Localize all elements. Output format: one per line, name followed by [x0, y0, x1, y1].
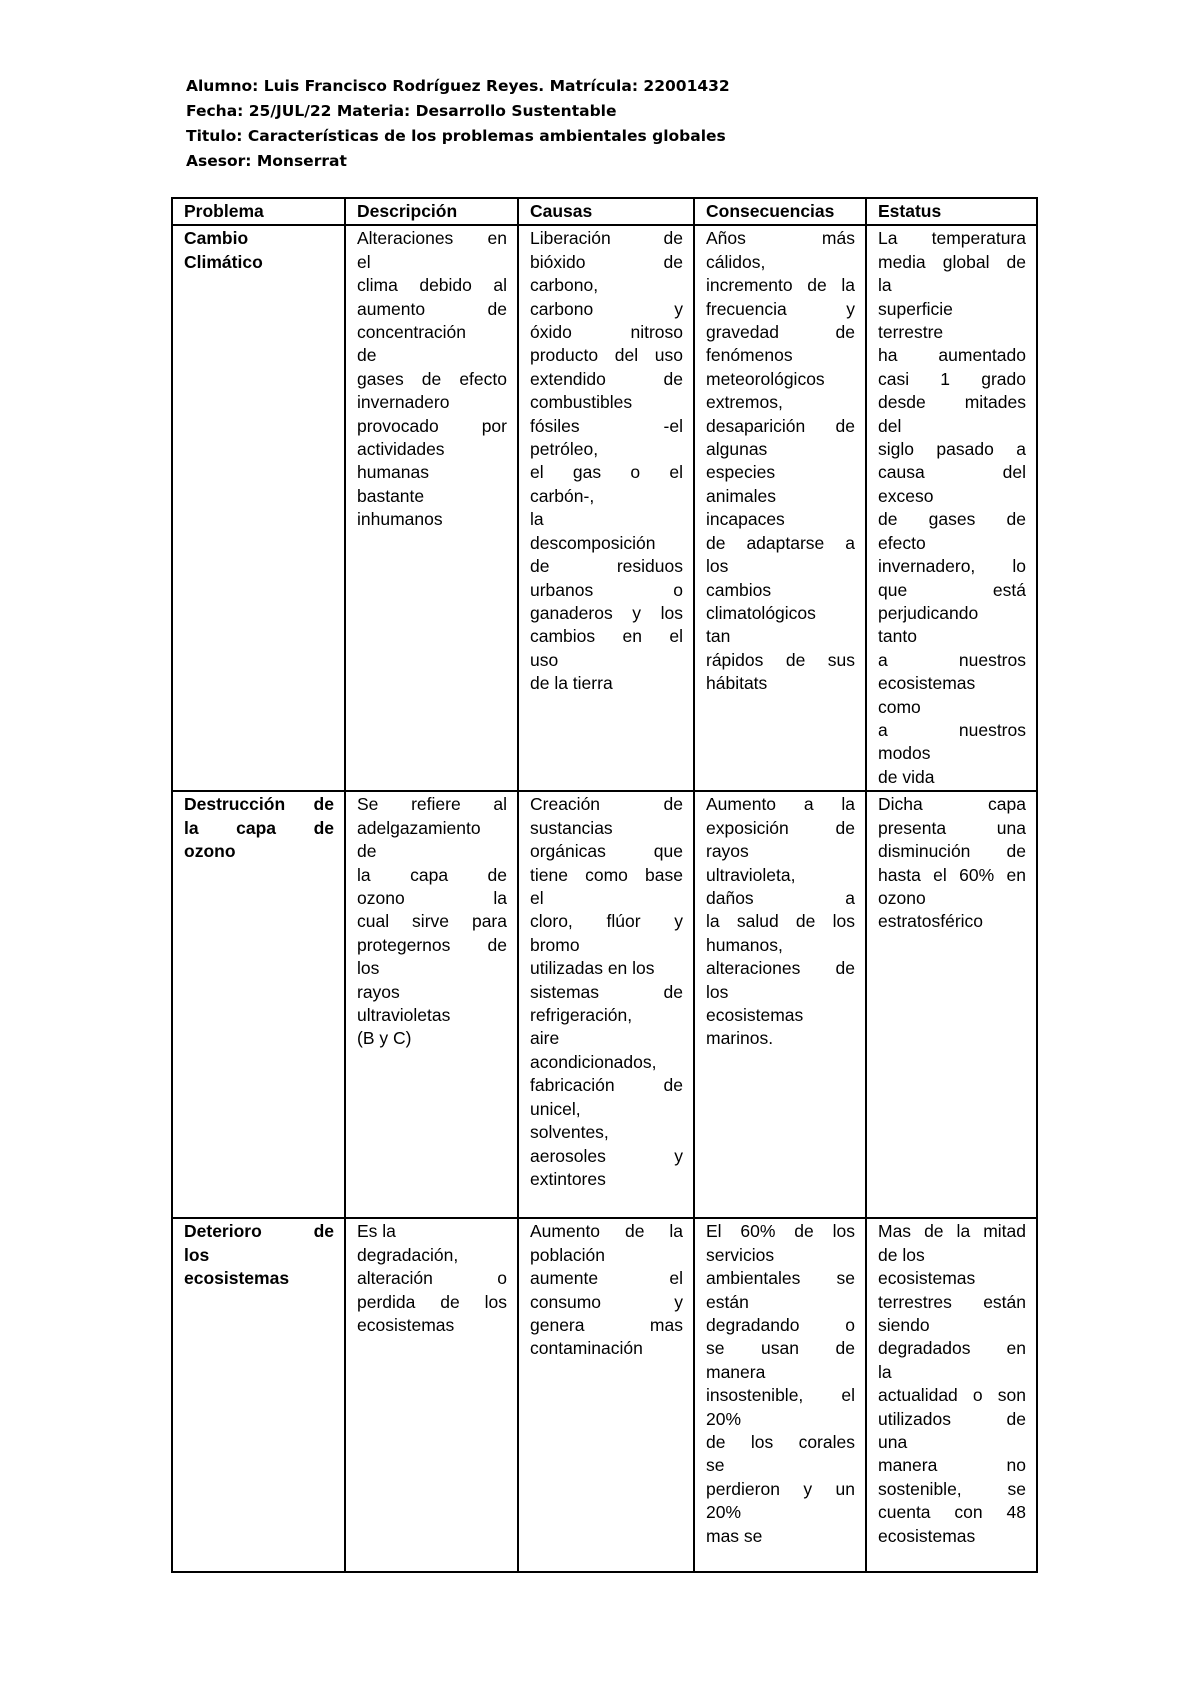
- cell-text-line: especies: [706, 462, 776, 483]
- cell-text-line: el: [530, 888, 544, 909]
- cell-text-line: producto del uso: [530, 345, 683, 366]
- cell-text-line: degradando o: [706, 1315, 855, 1336]
- column-header: Estatus: [866, 198, 1037, 225]
- cell-text-line: siendo: [878, 1315, 930, 1336]
- cell-text-line: mas se: [706, 1525, 763, 1546]
- cell-text-line: estratosférico: [878, 911, 984, 932]
- cell-text-line: ozono: [878, 888, 926, 909]
- cell-text-line: casi 1 grado: [878, 368, 1026, 389]
- cell-text-line: sostenible, se: [878, 1478, 1026, 1499]
- cell-text-line: terrestre: [878, 322, 944, 343]
- cell-text-line: ecosistemas: [184, 1268, 290, 1289]
- cell-text-line: terrestres están: [878, 1291, 1026, 1312]
- cell-text-line: servicios: [706, 1244, 775, 1265]
- cell-text-line: desde mitades: [878, 392, 1026, 413]
- cell-text-line: a nuestros: [878, 719, 1026, 740]
- cell-text-line: acondicionados,: [530, 1051, 657, 1072]
- cell-text-line: aerosoles y: [530, 1145, 683, 1166]
- cell-text-line: Deterioro de: [184, 1221, 334, 1242]
- cell-text-line: bromo: [530, 934, 580, 955]
- cell-text-line: de vida: [878, 766, 935, 787]
- advisor-line: Asesor: Monserrat: [186, 152, 347, 170]
- cell-text-line: Alteraciones en: [357, 228, 507, 249]
- cell-text-line: ecosistemas: [878, 673, 976, 694]
- cell-text-line: ambientales se: [706, 1268, 855, 1289]
- cell-text-line: protegernos de: [357, 934, 507, 955]
- table-row: [172, 225, 1037, 791]
- cell-text-line: ozono la: [357, 888, 507, 909]
- cell-text-line: cloro, flúor y: [530, 911, 683, 932]
- column-header: Problema: [172, 198, 345, 225]
- cell-text-line: combustibles: [530, 392, 633, 413]
- cell-text-line: de los: [878, 1244, 925, 1265]
- cell-text-line: alteraciones de: [706, 958, 855, 979]
- cell-text-line: incapaces: [706, 509, 785, 530]
- document-header: [186, 74, 730, 174]
- problems-table: [171, 197, 1038, 1573]
- cell-text-line: tan: [706, 626, 731, 647]
- cell-text-line: hábitats: [706, 673, 768, 694]
- cell-text-line: frecuencia y: [706, 298, 855, 319]
- cell-text-line: los: [706, 556, 729, 577]
- cell-text-line: el: [357, 251, 371, 272]
- cell-text-line: bióxido de: [530, 251, 683, 272]
- cell-text-line: sustancias: [530, 817, 613, 838]
- cell-text-line: cálidos,: [706, 251, 766, 272]
- cell-text-line: carbón-,: [530, 485, 595, 506]
- cell-text-line: modos: [878, 743, 931, 764]
- cell-text-line: extendido de: [530, 368, 683, 389]
- cell-text-line: se: [706, 1455, 725, 1476]
- cell-text-line: ecosistemas: [706, 1005, 804, 1026]
- cell-text-line: cambios en el: [530, 626, 683, 647]
- cell-text-line: consumo y: [530, 1291, 683, 1312]
- cell-text-line: refrigeración,: [530, 1005, 633, 1026]
- cell-text-line: se usan de: [706, 1338, 855, 1359]
- cell-text-line: clima debido al: [357, 275, 507, 296]
- cell-text-line: la: [530, 509, 544, 530]
- cell-text-line: efecto: [878, 532, 926, 553]
- cell-text-line: adelgazamiento: [357, 817, 481, 838]
- cell-text-line: degradados en: [878, 1338, 1026, 1359]
- cell-text-line: la capa de: [357, 864, 507, 885]
- student-line: Alumno: Luis Francisco Rodríguez Reyes. Matrícula: 22001432: [186, 77, 730, 95]
- cell-text-line: fenómenos: [706, 345, 793, 366]
- cell-text-line: La temperatura: [878, 228, 1026, 249]
- cell-text-line: descomposición: [530, 532, 656, 553]
- table-cell-causas: [518, 791, 694, 1218]
- date-subject-line: Fecha: 25/JUL/22 Materia: Desarrollo Sustentable: [186, 102, 617, 120]
- cell-text-line: a nuestros: [878, 649, 1026, 670]
- cell-text-line: Climático: [184, 251, 263, 272]
- cell-text-line: Es la: [357, 1221, 396, 1242]
- cell-text-line: superficie: [878, 298, 953, 319]
- cell-text-line: 20%: [706, 1502, 742, 1523]
- cell-text-line: tanto: [878, 626, 917, 647]
- table-row: [172, 1218, 1037, 1572]
- cell-text-line: de gases de: [878, 509, 1026, 530]
- table-cell-problema: [172, 791, 345, 1218]
- cell-text-line: manera no: [878, 1455, 1026, 1476]
- cell-text-line: que está: [878, 579, 1026, 600]
- cell-text-line: óxido nitroso: [530, 322, 683, 343]
- cell-text-line: ultravioleta,: [706, 864, 796, 885]
- cell-text-line: unicel,: [530, 1098, 581, 1119]
- table-cell-descripcion: [345, 1218, 518, 1572]
- cell-text-line: utilizadas en los: [530, 958, 655, 979]
- cell-text-line: ha aumentado: [878, 345, 1026, 366]
- cell-text-line: rayos: [357, 981, 400, 1002]
- cell-text-line: Liberación de: [530, 228, 683, 249]
- cell-text-line: el gas o el: [530, 462, 683, 483]
- cell-text-line: Aumento de la: [530, 1221, 683, 1242]
- cell-text-line: ganaderos y los: [530, 602, 683, 623]
- cell-text-line: marinos.: [706, 1028, 774, 1049]
- cell-text-line: sistemas de: [530, 981, 683, 1002]
- cell-text-line: humanos,: [706, 934, 783, 955]
- cell-text-line: aumente el: [530, 1268, 683, 1289]
- cell-text-line: manera: [706, 1361, 766, 1382]
- cell-text-line: de la tierra: [530, 673, 613, 694]
- table-cell-estatus: [866, 225, 1037, 791]
- cell-text-line: carbono y: [530, 298, 683, 319]
- cell-text-line: Dicha capa: [878, 794, 1026, 815]
- cell-text-line: desaparición de: [706, 415, 855, 436]
- cell-text-line: ultravioletas: [357, 1005, 451, 1026]
- cell-text-line: los: [184, 1244, 210, 1265]
- cell-text-line: ecosistemas: [357, 1315, 455, 1336]
- cell-text-line: invernadero: [357, 392, 450, 413]
- cell-text-line: Destrucción de: [184, 794, 334, 815]
- cell-text-line: están: [706, 1291, 749, 1312]
- table-cell-problema: [172, 1218, 345, 1572]
- cell-text-line: invernadero, lo: [878, 556, 1026, 577]
- cell-text-line: una: [878, 1432, 908, 1453]
- cell-text-line: ecosistemas: [878, 1268, 976, 1289]
- cell-text-line: gases de efecto: [357, 368, 507, 389]
- cell-text-line: perjudicando: [878, 602, 979, 623]
- cell-text-line: presenta una: [878, 817, 1026, 838]
- cell-text-line: meteorológicos: [706, 368, 825, 389]
- cell-text-line: extremos,: [706, 392, 783, 413]
- column-header: Consecuencias: [694, 198, 866, 225]
- cell-text-line: exceso: [878, 485, 934, 506]
- cell-text-line: actualidad o son: [878, 1385, 1026, 1406]
- cell-text-line: Creación de: [530, 794, 683, 815]
- cell-text-line: de los corales: [706, 1432, 855, 1453]
- table-cell-descripcion: [345, 791, 518, 1218]
- cell-text-line: la salud de los: [706, 911, 855, 932]
- table-cell-problema: [172, 225, 345, 791]
- column-header: Causas: [518, 198, 694, 225]
- cell-text-line: los: [706, 981, 729, 1002]
- cell-text-line: contaminación: [530, 1338, 643, 1359]
- cell-text-line: como: [878, 696, 921, 717]
- cell-text-line: inhumanos: [357, 509, 443, 530]
- cell-text-line: hasta el 60% en: [878, 864, 1026, 885]
- cell-text-line: media global de: [878, 251, 1026, 272]
- cell-text-line: perdida de los: [357, 1291, 507, 1312]
- cell-text-line: Mas de la mitad: [878, 1221, 1026, 1242]
- table-cell-causas: [518, 1218, 694, 1572]
- cell-text-line: extintores: [530, 1168, 606, 1189]
- cell-text-line: del: [878, 415, 902, 436]
- cell-text-line: animales: [706, 485, 777, 506]
- cell-text-line: provocado por: [357, 415, 507, 436]
- cell-text-line: cambios: [706, 579, 772, 600]
- cell-text-line: 20%: [706, 1408, 742, 1429]
- cell-text-line: uso: [530, 649, 559, 670]
- cell-text-line: ecosistemas: [878, 1525, 976, 1546]
- cell-text-line: petróleo,: [530, 439, 599, 460]
- table-cell-estatus: [866, 791, 1037, 1218]
- cell-text-line: urbanos o: [530, 579, 683, 600]
- column-header: Descripción: [345, 198, 518, 225]
- table-cell-consecuencias: [694, 225, 866, 791]
- cell-text-line: fósiles -el: [530, 415, 683, 436]
- cell-text-line: causa del: [878, 462, 1026, 483]
- cell-text-line: algunas: [706, 439, 768, 460]
- cell-text-line: los: [357, 958, 380, 979]
- table-header-row: [172, 198, 1037, 225]
- cell-text-line: fabricación de: [530, 1075, 683, 1096]
- cell-text-line: cual sirve para: [357, 911, 507, 932]
- cell-text-line: incremento de la: [706, 275, 855, 296]
- cell-text-line: bastante: [357, 485, 425, 506]
- cell-text-line: degradación,: [357, 1244, 459, 1265]
- table-cell-causas: [518, 225, 694, 791]
- cell-text-line: insostenible, el: [706, 1385, 855, 1406]
- cell-text-line: rayos: [706, 841, 749, 862]
- cell-text-line: siglo pasado a: [878, 439, 1026, 460]
- table-cell-estatus: [866, 1218, 1037, 1572]
- cell-text-line: aire: [530, 1028, 560, 1049]
- cell-text-line: cuenta con 48: [878, 1502, 1026, 1523]
- cell-text-line: población: [530, 1244, 605, 1265]
- cell-text-line: carbono,: [530, 275, 599, 296]
- cell-text-line: (B y C): [357, 1028, 412, 1049]
- cell-text-line: rápidos de sus: [706, 649, 855, 670]
- cell-text-line: Aumento a la: [706, 794, 855, 815]
- cell-text-line: la: [878, 275, 892, 296]
- cell-text-line: la: [878, 1361, 892, 1382]
- cell-text-line: de: [357, 841, 377, 862]
- cell-text-line: utilizados de: [878, 1408, 1026, 1429]
- cell-text-line: ozono: [184, 841, 236, 862]
- cell-text-line: de adaptarse a: [706, 532, 855, 553]
- cell-text-line: El 60% de los: [706, 1221, 855, 1242]
- title-line: Titulo: Características de los problemas ambientales globales: [186, 127, 726, 145]
- cell-text-line: gravedad de: [706, 322, 855, 343]
- cell-text-line: alteración o: [357, 1268, 507, 1289]
- cell-text-line: daños a: [706, 888, 855, 909]
- table-row: [172, 791, 1037, 1218]
- table-cell-consecuencias: [694, 1218, 866, 1572]
- cell-text-line: disminución de: [878, 841, 1026, 862]
- cell-text-line: actividades: [357, 439, 445, 460]
- cell-text-line: exposición de: [706, 817, 855, 838]
- cell-text-line: perdieron y un: [706, 1478, 855, 1499]
- cell-text-line: Se refiere al: [357, 794, 507, 815]
- cell-text-line: solventes,: [530, 1122, 609, 1143]
- cell-text-line: Cambio: [184, 228, 249, 249]
- cell-text-line: tiene como base: [530, 864, 683, 885]
- cell-text-line: Años más: [706, 228, 855, 249]
- cell-text-line: concentración: [357, 322, 466, 343]
- cell-text-line: climatológicos: [706, 602, 816, 623]
- cell-text-line: de: [357, 345, 377, 366]
- cell-text-line: humanas: [357, 462, 429, 483]
- table-cell-descripcion: [345, 225, 518, 791]
- cell-text-line: de residuos: [530, 556, 683, 577]
- cell-text-line: la capa de: [184, 817, 334, 838]
- cell-text-line: orgánicas que: [530, 841, 683, 862]
- cell-text-line: aumento de: [357, 298, 507, 319]
- table-cell-consecuencias: [694, 791, 866, 1218]
- cell-text-line: genera mas: [530, 1315, 683, 1336]
